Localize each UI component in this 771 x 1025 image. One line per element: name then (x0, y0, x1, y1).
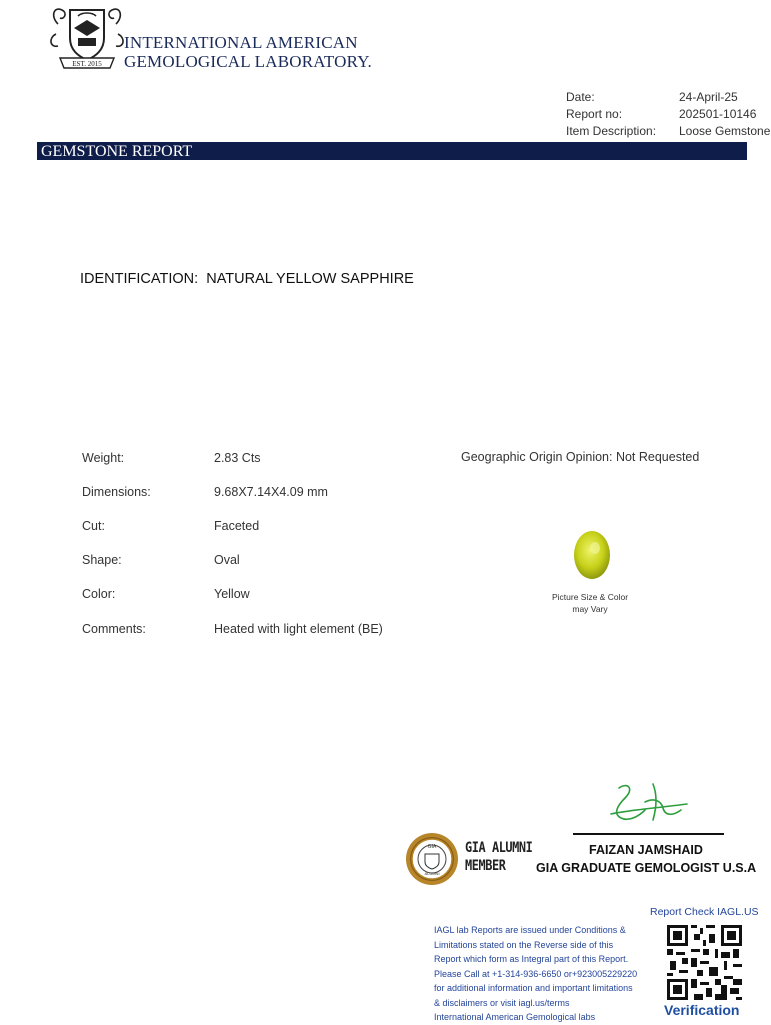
report-check-link[interactable]: Report Check IAGL.US (650, 906, 759, 918)
color-value: Yellow (214, 587, 250, 601)
color-label: Color: (82, 587, 116, 601)
report-banner-title: GEMSTONE REPORT (41, 143, 193, 160)
shape-value: Oval (214, 553, 240, 567)
disclaimer-line: Limitations stated on the Reverse side of this (434, 939, 614, 950)
svg-text:ALUMNI: ALUMNI (424, 871, 440, 876)
lab-name-line2: GEMOLOGICAL LABORATORY. (124, 52, 372, 71)
date-value: 24-April-25 (679, 90, 738, 104)
disclaimer (434, 923, 664, 1025)
comments-value: Heated with light element (BE) (214, 622, 383, 636)
signatory-name: FAIZAN JAMSHAID (589, 843, 703, 857)
shape-label: Shape: (82, 553, 122, 567)
dimensions-value: 9.68X7.14X4.09 mm (214, 485, 328, 499)
identification-value: NATURAL YELLOW SAPPHIRE (206, 271, 414, 287)
weight-label: Weight: (82, 451, 125, 465)
gia-member-label: MEMBER (465, 858, 506, 874)
svg-text:EST. 2015: EST. 2015 (72, 60, 102, 68)
comments-label: Comments: (82, 622, 146, 636)
gia-alumni-label: GIA ALUMNI (465, 840, 533, 856)
verification-label[interactable]: Verification (664, 1002, 740, 1018)
item-description-label: Item Description: (566, 124, 657, 138)
signature-line (573, 833, 724, 835)
qr-code-icon[interactable] (667, 925, 742, 1000)
disclaimer-line: IAGL lab Reports are issued under Conditions & (434, 925, 626, 935)
date-label: Date: (566, 90, 595, 104)
handwritten-signature (605, 780, 695, 828)
report-no-label: Report no: (566, 107, 623, 121)
iagl-crest-logo (48, 4, 126, 72)
caption-line1: Picture Size & Color (551, 592, 629, 602)
disclaimer-line: & disclaimers or visit iagl.us/terms (434, 997, 570, 1008)
disclaimer-line: Report which form as Integral part of this Report. (434, 954, 629, 964)
disclaimer-line: for additional information and important limitations (434, 983, 633, 993)
weight-value: 2.83 Cts (214, 451, 261, 465)
lab-name-line1: INTERNATIONAL AMERICAN (124, 33, 358, 52)
disclaimer-line: International American Gemological labs (434, 1012, 596, 1022)
cut-label: Cut: (82, 519, 105, 533)
picture-caption (535, 591, 645, 615)
identification (80, 271, 414, 287)
dimensions-label: Dimensions: (82, 485, 151, 499)
gia-seal-icon (405, 832, 459, 886)
identification-label: IDENTIFICATION: (80, 271, 199, 287)
origin-opinion: Geographic Origin Opinion: Not Requested (461, 450, 700, 464)
cut-value: Faceted (214, 519, 260, 533)
svg-text:GIA: GIA (427, 844, 437, 850)
caption-line2: may Vary (572, 604, 608, 614)
signatory-title: GIA GRADUATE GEMOLOGIST U.S.A (536, 861, 757, 875)
yellow-sapphire-photo (573, 530, 611, 580)
report-no-value: 202501-10146 (679, 107, 757, 121)
item-description-value: Loose Gemstone (679, 124, 771, 138)
disclaimer-line: Please Call at +1-314-936-6650 or+923005229220 (434, 968, 638, 979)
